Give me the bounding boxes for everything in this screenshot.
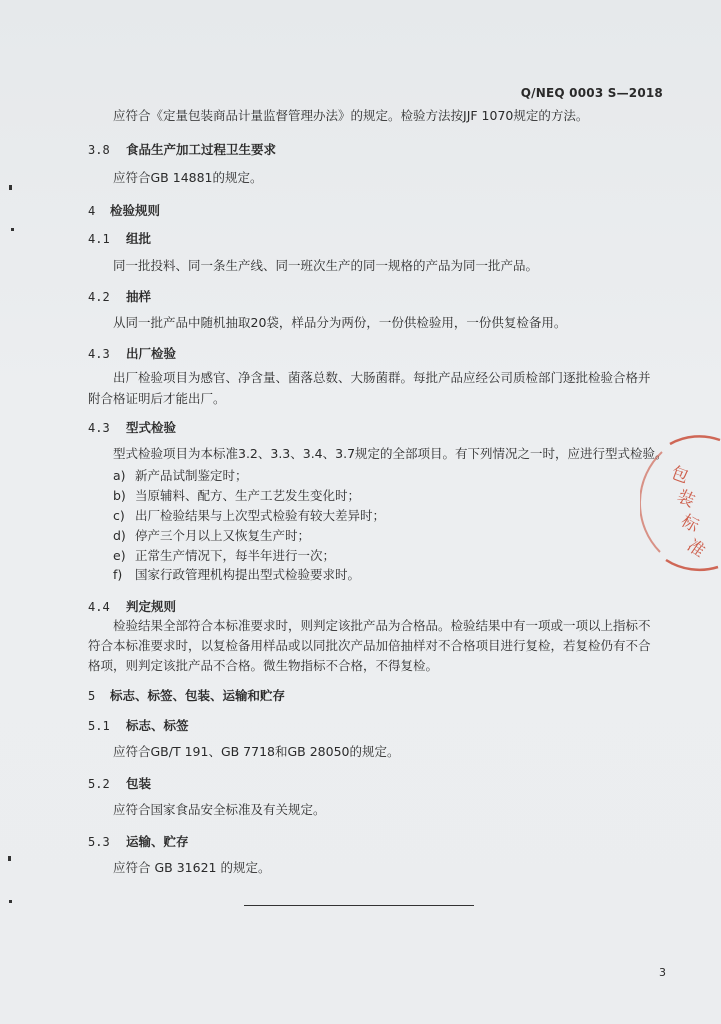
list-item xyxy=(113,466,248,484)
section-title: 判定规则 xyxy=(126,599,177,614)
section-heading-4-2 xyxy=(88,287,151,305)
list-item xyxy=(113,546,335,564)
section-number: 5.3 xyxy=(88,835,110,849)
svg-text:包: 包 xyxy=(668,462,692,488)
section-title: 运输、贮存 xyxy=(126,834,189,849)
standard-code: Q/NEQ 0003 S—2018 xyxy=(520,86,663,100)
section-heading-3-8 xyxy=(88,140,276,158)
list-marker: b) xyxy=(113,488,126,503)
list-item xyxy=(113,506,385,524)
section-heading-4-1 xyxy=(88,229,151,247)
end-rule xyxy=(244,905,474,906)
section-title: 食品生产加工过程卫生要求 xyxy=(126,142,277,157)
svg-text:装: 装 xyxy=(673,486,698,512)
list-text: 停产三个月以上又恢复生产时； xyxy=(135,528,311,543)
section-heading-5 xyxy=(88,686,285,704)
section-heading-4-3-type xyxy=(88,418,176,436)
section-title: 型式检验 xyxy=(126,420,177,435)
paragraph: 应符合GB 14881的规定。 xyxy=(113,170,263,185)
list-marker: f) xyxy=(113,567,123,582)
section-number: 4.3 xyxy=(88,347,110,361)
scan-speck xyxy=(9,900,12,903)
section-title: 抽样 xyxy=(126,289,152,304)
list-marker: a) xyxy=(113,468,126,483)
list-text: 出厂检验结果与上次型式检验有较大差异时； xyxy=(135,508,386,523)
paragraph: 应符合《定量包装商品计量监督管理办法》的规定。检验方法按JJF 1070规定的方法。 xyxy=(113,108,589,123)
scan-speck xyxy=(11,228,14,231)
list-marker: e) xyxy=(113,548,126,563)
list-text: 国家行政管理机构提出型式检验要求时。 xyxy=(135,567,361,582)
section-number: 5.1 xyxy=(88,719,110,733)
list-text: 当原辅料、配方、生产工艺发生变化时； xyxy=(135,488,361,503)
section-number: 4.2 xyxy=(88,290,110,304)
section-number: 5.2 xyxy=(88,777,110,791)
paragraph: 同一批投料、同一条生产线、同一班次生产的同一规格的产品为同一批产品。 xyxy=(113,258,539,273)
section-number: 4.4 xyxy=(88,600,110,614)
section-title: 包装 xyxy=(126,776,152,791)
paragraph: 应符合国家食品安全标准及有关规定。 xyxy=(113,802,326,817)
paragraph: 应符合GB/T 191、GB 7718和GB 28050的规定。 xyxy=(113,744,400,759)
scan-speck xyxy=(9,185,12,190)
red-seal-stamp xyxy=(640,432,721,572)
list-marker: d) xyxy=(113,528,126,543)
section-title: 检验规则 xyxy=(110,203,161,218)
list-item xyxy=(113,486,360,504)
section-title: 组批 xyxy=(126,231,152,246)
svg-text:标: 标 xyxy=(677,511,703,537)
scan-speck xyxy=(8,856,11,861)
section-heading-5-1 xyxy=(88,716,189,734)
list-text: 新产品试制鉴定时； xyxy=(135,468,248,483)
section-title: 标志、标签 xyxy=(126,718,189,733)
paragraph: 格项，则判定该批产品不合格。微生物指标不合格，不得复检。 xyxy=(88,658,439,673)
list-marker: c) xyxy=(113,508,125,523)
paragraph: 出厂检验项目为感官、净含量、菌落总数、大肠菌群。每批产品应经公司质检部门逐批检验合格并 xyxy=(113,370,651,385)
paragraph: 符合本标准要求时，以复检备用样品或以同批次产品加倍抽样对不合格项目进行复检，若复检仍有不合 xyxy=(88,638,651,653)
list-text: 正常生产情况下，每半年进行一次； xyxy=(135,548,336,563)
section-heading-4-3-factory xyxy=(88,344,176,362)
section-number: 4.1 xyxy=(88,232,110,246)
section-number: 4.3 xyxy=(88,421,110,435)
paragraph: 型式检验项目为本标准3.2、3.3、3.4、3.7规定的全部项目。有下列情况之一时，应进行型式检验。 xyxy=(113,446,668,461)
page-number: 3 xyxy=(659,966,666,979)
paragraph: 应符合 GB 31621 的规定。 xyxy=(113,860,271,875)
list-item xyxy=(113,565,360,583)
section-number: 4 xyxy=(88,204,96,218)
list-item xyxy=(113,526,310,544)
section-heading-5-2 xyxy=(88,774,151,792)
section-number: 3.8 xyxy=(88,143,110,157)
svg-text:准: 准 xyxy=(683,535,709,562)
section-title: 标志、标签、包装、运输和贮存 xyxy=(110,688,286,703)
paragraph: 附合格证明后才能出厂。 xyxy=(88,391,226,406)
paragraph: 检验结果全部符合本标准要求时，则判定该批产品为合格品。检验结果中有一项或一项以上指标不 xyxy=(113,618,651,633)
paragraph: 从同一批产品中随机抽取20袋，样品分为两份，一份供检验用，一份供复检备用。 xyxy=(113,315,567,330)
section-heading-5-3 xyxy=(88,832,189,850)
section-title: 出厂检验 xyxy=(126,346,177,361)
section-heading-4 xyxy=(88,201,160,219)
section-number: 5 xyxy=(88,689,96,703)
section-heading-4-4 xyxy=(88,597,176,615)
